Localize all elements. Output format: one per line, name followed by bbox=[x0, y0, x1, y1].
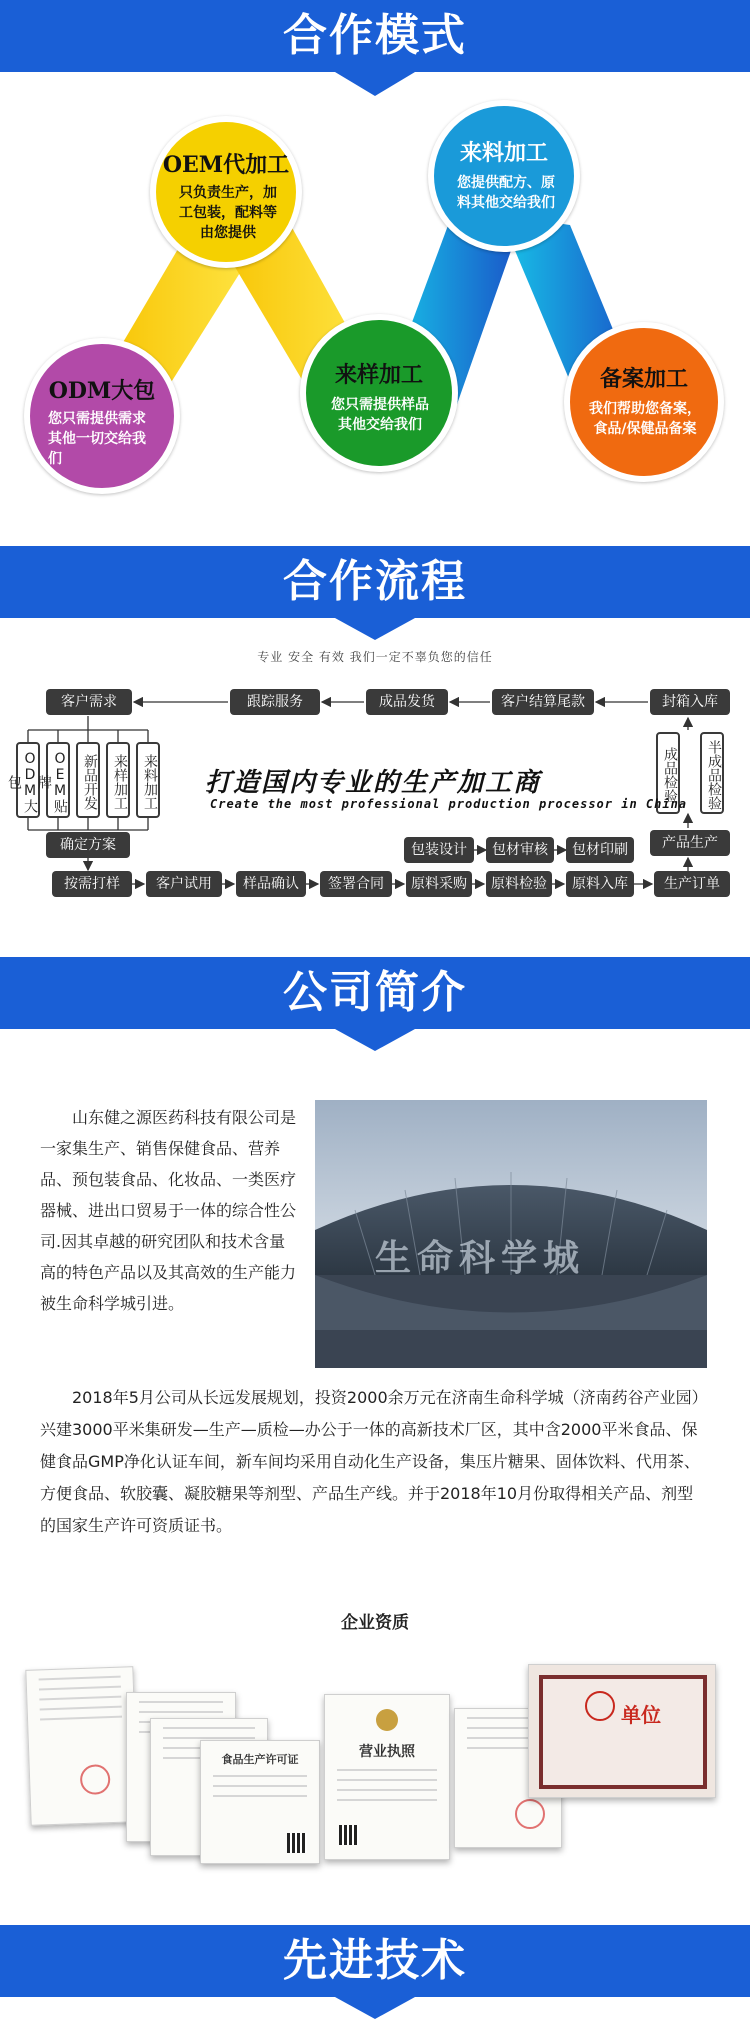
flow-box-package-design: 包装设计 bbox=[404, 837, 474, 863]
flow-box-product-shipping: 成品发货 bbox=[366, 689, 448, 715]
section-title-process: 合作流程 bbox=[283, 556, 467, 607]
certificate-1 bbox=[25, 1666, 138, 1826]
flow-box-production: 产品生产 bbox=[650, 830, 730, 856]
flow-box-purchase: 原料采购 bbox=[406, 871, 472, 897]
banner-notch-2 bbox=[0, 618, 750, 644]
mode-desc-material: 您提供配方、原料其他交给我们 bbox=[457, 175, 555, 211]
mode-circle-odm bbox=[24, 338, 180, 494]
flow-box-material-inspect: 原料检验 bbox=[486, 871, 552, 897]
banner-notch-3 bbox=[0, 1029, 750, 1055]
mode-title-sample: 来样加工 bbox=[334, 362, 423, 388]
mode-circle-filing bbox=[564, 322, 724, 482]
intro-paragraph-1: 山东健之源医药科技有限公司是一家集生产、销售保健食品、营养品、预包装食品、化妆品、一类医疗器械、进出口贸易于一体的综合性公司.因其卓越的研究团队和技术含量高的特色产品以及其高效的生产能力被生命科学城引进。 bbox=[40, 1108, 297, 1313]
cert-unit-label: 单位 bbox=[621, 1703, 661, 1727]
mode-desc-odm: 您只需提供需求其他一切交给我们 bbox=[48, 411, 146, 467]
flow-slogan-en: Create the most professional production processor in China bbox=[210, 797, 688, 811]
certificate-food-license bbox=[200, 1740, 320, 1864]
flow-box-trial: 客户试用 bbox=[146, 871, 222, 897]
mode-circle-sample bbox=[300, 314, 458, 472]
flow-box-customer-demand: 客户需求 bbox=[46, 689, 132, 715]
mode-title-filing: 备案加工 bbox=[599, 366, 688, 392]
flow-vbox-new-product: 新品开发 bbox=[76, 742, 100, 818]
cert-food-license-title: 食品生产许可证 bbox=[221, 1753, 299, 1766]
flow-vbox-product-inspection: 成品检验 bbox=[656, 732, 680, 814]
flow-box-confirm-plan: 确定方案 bbox=[46, 832, 130, 858]
flow-box-sealing-storage: 封箱入库 bbox=[650, 689, 730, 715]
flow-box-material-storage: 原料入库 bbox=[566, 871, 634, 897]
qualification-title: 企业资质 bbox=[341, 1613, 409, 1633]
mode-circle-material bbox=[428, 100, 580, 252]
certificate-business-license bbox=[324, 1694, 450, 1860]
national-emblem-icon bbox=[376, 1709, 398, 1731]
mode-title-material: 来料加工 bbox=[459, 140, 548, 166]
flow-box-package-print: 包材印刷 bbox=[566, 837, 634, 863]
mode-title-odm: ODM大包 bbox=[48, 378, 156, 404]
section-title-tech: 先进技术 bbox=[283, 1935, 467, 1986]
section-banner-process bbox=[0, 546, 750, 618]
mode-title-oem: OEM代加工 bbox=[162, 152, 290, 178]
process-tagline: 专业 安全 有效 我们一定不辜负您的信任 bbox=[257, 650, 493, 664]
section-banner-tech bbox=[0, 1925, 750, 1997]
flow-box-final-payment: 客户结算尾款 bbox=[492, 689, 594, 715]
flow-box-package-review: 包材审核 bbox=[486, 837, 554, 863]
cert-business-license-title: 营业执照 bbox=[359, 1744, 415, 1760]
banner-notch-4 bbox=[0, 1997, 750, 2023]
mode-circle-oem bbox=[150, 116, 302, 268]
flow-box-sampling: 按需打样 bbox=[52, 871, 132, 897]
flow-box-tracking-service: 跟踪服务 bbox=[230, 689, 320, 715]
section-banner-intro bbox=[0, 957, 750, 1029]
flow-box-sample-confirm: 样品确认 bbox=[236, 871, 306, 897]
flow-slogan-cn: 打造国内专业的生产加工商 bbox=[205, 768, 542, 798]
flow-vbox-material-process: 来料加工 bbox=[136, 742, 160, 818]
flow-vbox-odm: ODM大包 bbox=[16, 742, 40, 818]
photo-caption: 生命科学城 bbox=[375, 1238, 586, 1279]
life-science-city-photo bbox=[315, 1100, 707, 1368]
flow-box-production-order: 生产订单 bbox=[654, 871, 730, 897]
intro-paragraph-2: 2018年5月公司从长远发展规划，投资2000余万元在济南生命科学城（济南药谷产业园）兴建3000平米集研发—生产—质检—办公于一体的高新技术厂区，其中含2000平米食品、保健食品GMP净化认证车间，新车间均采用自动化生产设备，集压片糖果、固体饮料、代用茶、方便食品、软胶囊、凝胶糖果等剂型、产品生产线。并于2018年10月份取得相关产品、剂型的国家生产许可资质证书。 bbox=[40, 1388, 708, 1535]
flow-vbox-semi-inspection: 半成品检验 bbox=[700, 732, 724, 814]
mode-desc-filing: 我们帮助您备案，食品/保健品备案 bbox=[589, 401, 701, 437]
section-title-intro: 公司简介 bbox=[283, 967, 467, 1018]
flow-vbox-sample-process: 来样加工 bbox=[106, 742, 130, 818]
mode-desc-oem: 只负责生产，加工包装，配料等由您提供 bbox=[179, 185, 277, 241]
flow-box-contract: 签署合同 bbox=[320, 871, 392, 897]
mode-desc-sample: 您只需提供样品其他交给我们 bbox=[331, 397, 429, 433]
section-title-mode: 合作模式 bbox=[283, 10, 467, 61]
certificate-association bbox=[528, 1664, 716, 1798]
banner-notch-1 bbox=[335, 72, 415, 96]
flow-vbox-oem: OEM贴牌 bbox=[46, 742, 70, 818]
